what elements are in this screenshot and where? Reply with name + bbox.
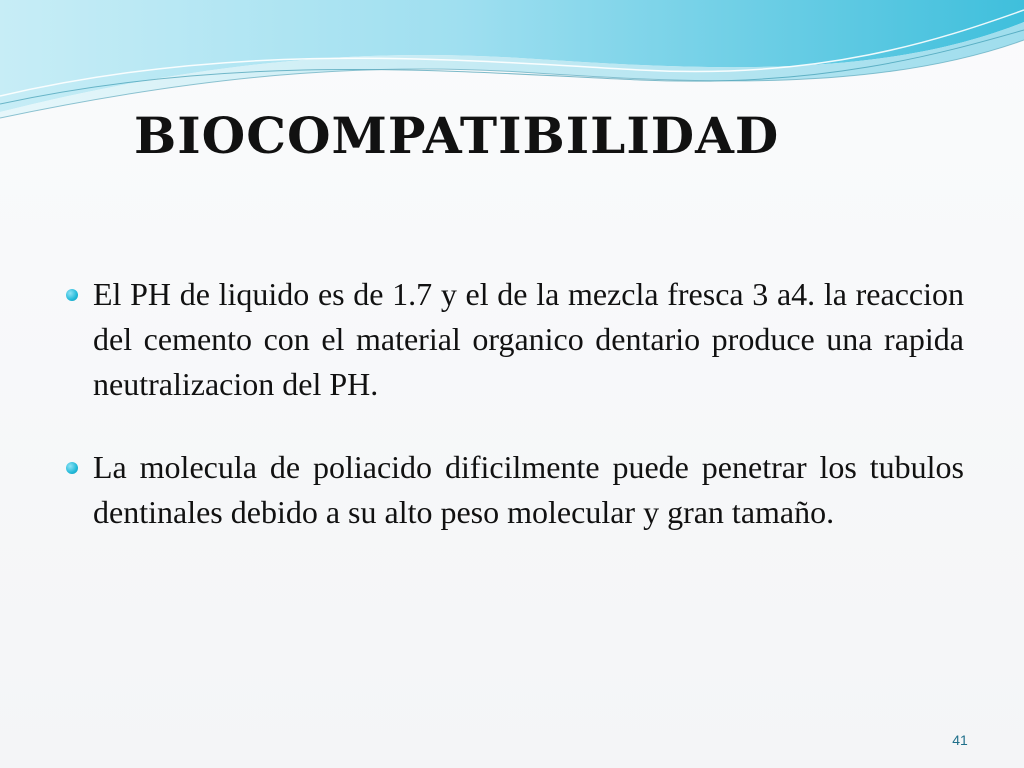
page-number: 41 bbox=[952, 732, 968, 748]
bullet-dot-icon bbox=[66, 289, 78, 301]
bullet-text: El PH de liquido es de 1.7 y el de la mezcla fresca 3 a4. la reaccion del cemento con el material organico dentario produce una rapida neutralizacion del PH. bbox=[93, 276, 964, 402]
slide-title: BIOCOMPATIBILIDAD bbox=[134, 106, 780, 165]
bullet-text: La molecula de poliacido dificilmente puede penetrar los tubulos dentinales debido a su alto peso molecular y gran tamaño. bbox=[93, 449, 964, 530]
bullet-item bbox=[62, 445, 964, 535]
bullet-list bbox=[62, 272, 964, 573]
bullet-dot-icon bbox=[66, 462, 78, 474]
bullet-item bbox=[62, 272, 964, 407]
